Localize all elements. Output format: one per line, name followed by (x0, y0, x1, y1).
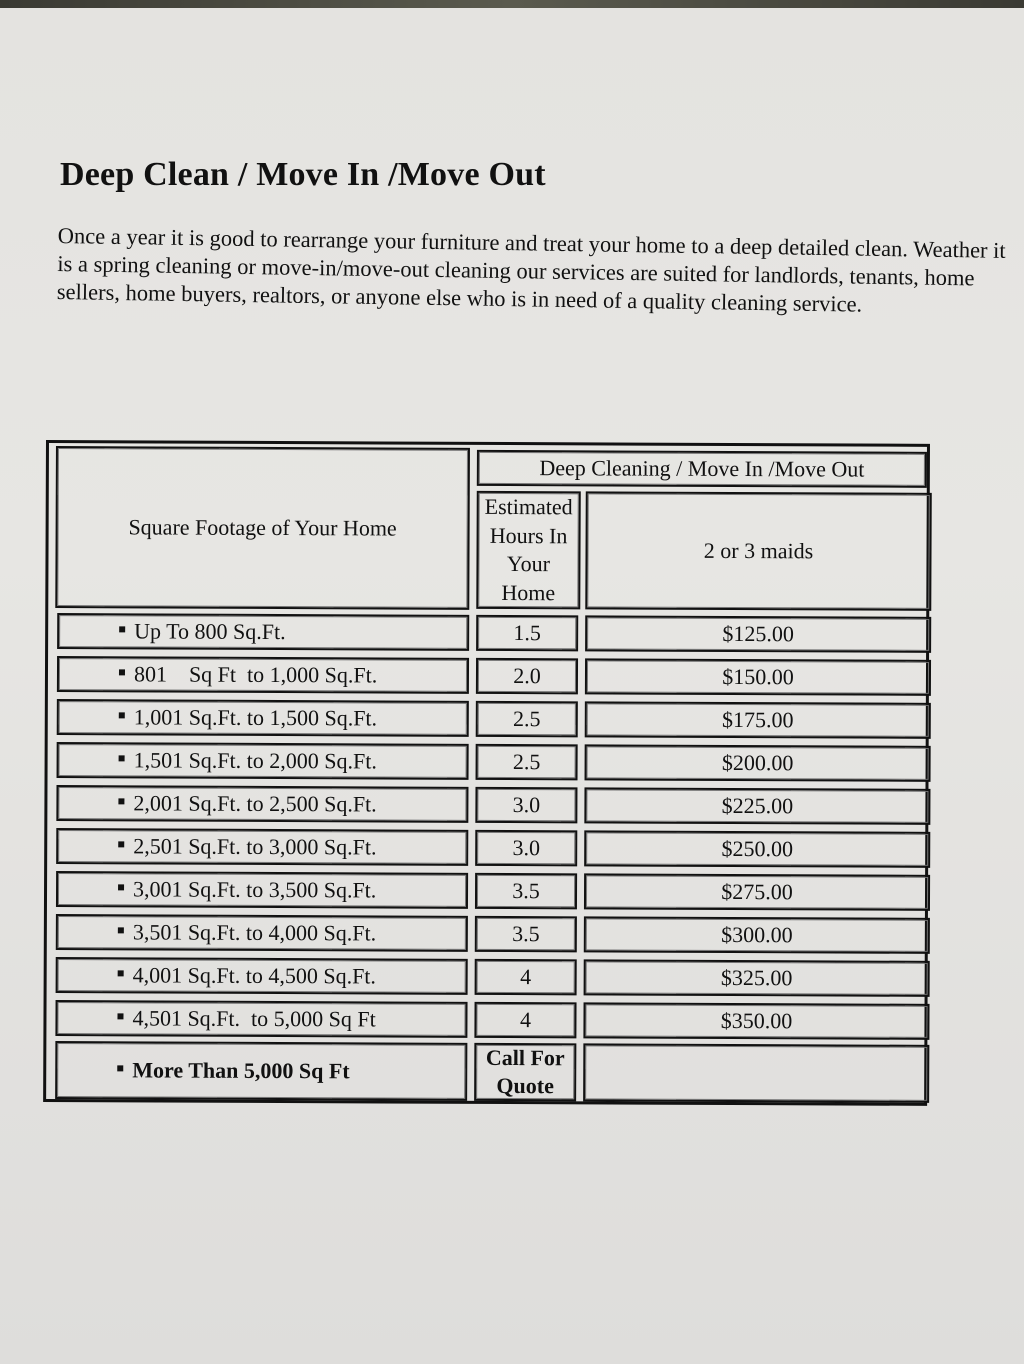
header-hours-line-2: Hours In (489, 522, 568, 548)
bullet-icon (118, 927, 124, 933)
header-square-footage-label: Square Footage of Your Home (128, 514, 397, 541)
row-hours (475, 830, 577, 866)
call-for-quote-line-1: Call For (485, 1044, 565, 1071)
row-price-value: $200.00 (721, 749, 794, 776)
row-hours-value: 2.5 (512, 706, 541, 732)
page-title: Deep Clean / Move In /Move Out (60, 156, 546, 193)
row-size (56, 957, 468, 995)
row-hours-value: 3.5 (512, 921, 540, 947)
header-estimated-hours (476, 491, 581, 609)
row-hours-value: 4 (519, 1007, 532, 1033)
row-size-label: 2,501 Sq.Ft. to 3,000 Sq.Ft. (133, 833, 377, 860)
row-price (584, 916, 930, 954)
row-price-value: $350.00 (720, 1007, 793, 1034)
row-size-label: 4,501 Sq.Ft. to 5,000 Sq Ft (132, 1005, 376, 1032)
row-hours (476, 744, 578, 780)
row-hours (476, 615, 578, 651)
row-hours-value: 3.0 (512, 792, 541, 818)
row-hours-value: 2.0 (513, 663, 541, 689)
row-price-last (583, 1043, 929, 1103)
header-maids (585, 491, 932, 611)
row-price (585, 744, 931, 782)
row-hours-value: 4 (520, 964, 532, 990)
row-size-label: 1,001 Sq.Ft. to 1,500 Sq.Ft. (133, 704, 378, 731)
row-size-label: Up To 800 Sq.Ft. (134, 618, 286, 645)
row-price (584, 830, 930, 868)
bullet-icon (119, 626, 125, 632)
row-size (57, 699, 469, 737)
row-price-value: $150.00 (722, 663, 794, 690)
row-price-value: $225.00 (721, 792, 794, 819)
row-hours (475, 959, 577, 995)
row-size-label: 801 Sq Ft to 1,000 Sq.Ft. (133, 661, 378, 688)
row-hours-value: 3.0 (512, 835, 541, 861)
row-size-label: 3,001 Sq.Ft. to 3,500 Sq.Ft. (132, 876, 377, 903)
row-size (56, 785, 468, 823)
bullet-icon (119, 755, 125, 761)
row-size-label: 1,501 Sq.Ft. to 2,000 Sq.Ft. (133, 747, 377, 774)
row-size (57, 656, 469, 694)
row-hours (475, 916, 577, 952)
row-size (57, 613, 469, 651)
row-price-value: $125.00 (722, 620, 794, 647)
bullet-icon (117, 1013, 123, 1019)
row-hours (476, 701, 578, 737)
paper-page (0, 8, 1024, 1364)
row-hours-last (474, 1043, 576, 1101)
row-price-value: $175.00 (721, 706, 794, 733)
call-for-quote-line-2: Quote (496, 1072, 554, 1099)
header-hours-line-4: Home (501, 579, 556, 605)
row-size-label: 3,501 Sq.Ft. to 4,000 Sq.Ft. (132, 919, 377, 946)
row-price (585, 701, 931, 739)
bullet-icon (118, 841, 124, 847)
row-price-value: $325.00 (720, 964, 793, 991)
row-price (584, 787, 930, 825)
bullet-icon (118, 884, 124, 890)
row-size-label: 2,001 Sq.Ft. to 2,500 Sq.Ft. (133, 790, 377, 817)
row-size-last-label: More Than 5,000 Sq Ft (132, 1057, 350, 1084)
bullet-icon (119, 712, 125, 718)
row-size (56, 914, 468, 952)
row-size (56, 871, 468, 909)
row-hours (475, 873, 577, 909)
bullet-icon (119, 669, 125, 675)
header-service-label: Deep Cleaning / Move In /Move Out (539, 455, 865, 482)
bullet-icon (118, 798, 124, 804)
row-price-value: $275.00 (721, 878, 793, 905)
row-price-value: $300.00 (721, 921, 793, 948)
row-size-label: 4,001 Sq.Ft. to 4,500 Sq.Ft. (132, 962, 377, 989)
row-hours-value: 1.5 (513, 620, 541, 646)
row-size (55, 1000, 467, 1038)
row-size-last (55, 1041, 467, 1101)
row-price-value: $250.00 (721, 835, 794, 862)
row-size (56, 828, 468, 866)
pricing-table (43, 440, 930, 1106)
row-price (583, 1002, 929, 1040)
header-service (477, 450, 927, 488)
bullet-icon (117, 1065, 123, 1071)
header-maids-label: 2 or 3 maids (703, 537, 814, 564)
header-square-footage (55, 446, 470, 610)
bullet-icon (118, 970, 124, 976)
row-hours-value: 2.5 (512, 749, 541, 775)
row-hours (474, 1002, 576, 1038)
row-hours (476, 658, 578, 694)
row-hours (475, 787, 577, 823)
row-size (57, 742, 469, 780)
header-hours-line-3: Your (506, 551, 551, 577)
row-price (584, 873, 930, 911)
row-price (585, 658, 931, 696)
row-price (584, 959, 930, 997)
row-price (585, 615, 931, 653)
intro-paragraph: Once a year it is good to rearrange your furniture and treat your home to a deep detailed clean. Weather it is a spring cleaning or move-in/move-out cleaning our services are suited for landlords, tenants, home sellers, home buyers, realtors, or anyone else who is in need of a quality cleaning service. (56, 222, 1006, 317)
row-hours-value: 3.5 (512, 878, 540, 904)
header-hours-line-1: Estimated (484, 493, 573, 520)
